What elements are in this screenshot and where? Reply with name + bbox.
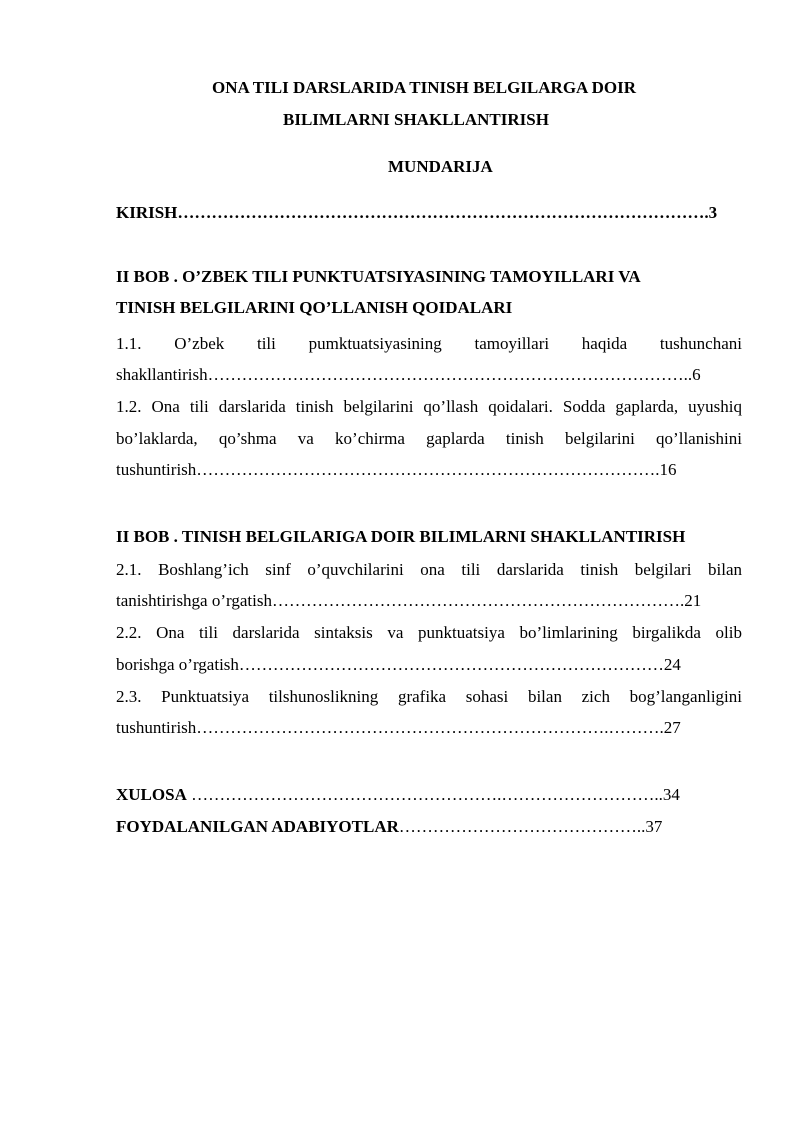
document-title-line1: ONA TILI DARSLARIDA TINISH BELGILARGA DOIR: [212, 78, 637, 97]
toc-conclusion-leader: ……………………………………………….………………………..34: [186, 785, 680, 804]
toc-section-1-2-line3: tushuntirish……………………………………………………………………….16: [116, 460, 677, 479]
toc-section-2-3-line1: 2.3. Punktuatsiya tilshunoslikning grafika sohasi bilan zich bog’langanligini: [116, 687, 742, 706]
toc-entry-intro: [116, 202, 742, 224]
toc-chapter2-line1: II BOB . TINISH BELGILARIGA DOIR BILIMLARNI SHAKLLANTIRISH: [116, 527, 686, 546]
toc-section-2-2-line1: 2.2. Ona tili darslarida sintaksis va punktuatsiya bo’limlarining birgalikda olib: [116, 623, 742, 642]
toc-section-1-1-line1: 1.1. O’zbek tili pumktuatsiyasining tamoyillari haqida tushunchani: [116, 334, 742, 353]
document-title-line2: BILIMLARNI SHAKLLANTIRISH: [283, 110, 549, 129]
toc-section-1-1-line2: shakllantirish…………………………………………………………………………..6: [116, 365, 701, 384]
toc-references-leader: ……………………………………..37: [398, 817, 663, 836]
toc-section-2-1-line2: tanishtirishga o’rgatish……………………………………………………………….21: [116, 591, 702, 610]
toc-chapter1-line1: II BOB . O’ZBEK TILI PUNKTUATSIYASINING TAMOYILLARI VA: [116, 267, 641, 286]
toc-conclusion-label: XULOSA: [116, 785, 187, 804]
toc-section-2-1-line1: 2.1. Boshlang’ich sinf o’quvchilarini ona tili darslarida tinish belgilari bilan: [116, 560, 742, 579]
toc-section-1-2-line2: bo’laklarda, qo’shma va ko’chirma gaplarda tinish belgilarini qo’llanishini: [116, 429, 742, 448]
toc-section-2-3-line2: tushuntirish……………………………………………………………….……….27: [116, 718, 681, 737]
toc-entry-conclusion: [116, 784, 742, 806]
toc-entry-references: [116, 816, 742, 838]
toc-intro-text: KIRISH………………………………………………………………………………….3: [116, 203, 718, 222]
toc-chapter1-line2: TINISH BELGILARINI QO’LLANISH QOIDALARI: [116, 298, 513, 317]
toc-references-label: FOYDALANILGAN ADABIYOTLAR: [116, 817, 399, 836]
contents-heading: MUNDARIJA: [388, 157, 493, 176]
toc-section-2-2-line2: borishga o’rgatish…………………………………………………………………24: [116, 655, 681, 674]
toc-section-1-2-line1: 1.2. Ona tili darslarida tinish belgilarini qo’llash qoidalari. Sodda gaplarda, uyushiq: [116, 397, 742, 416]
